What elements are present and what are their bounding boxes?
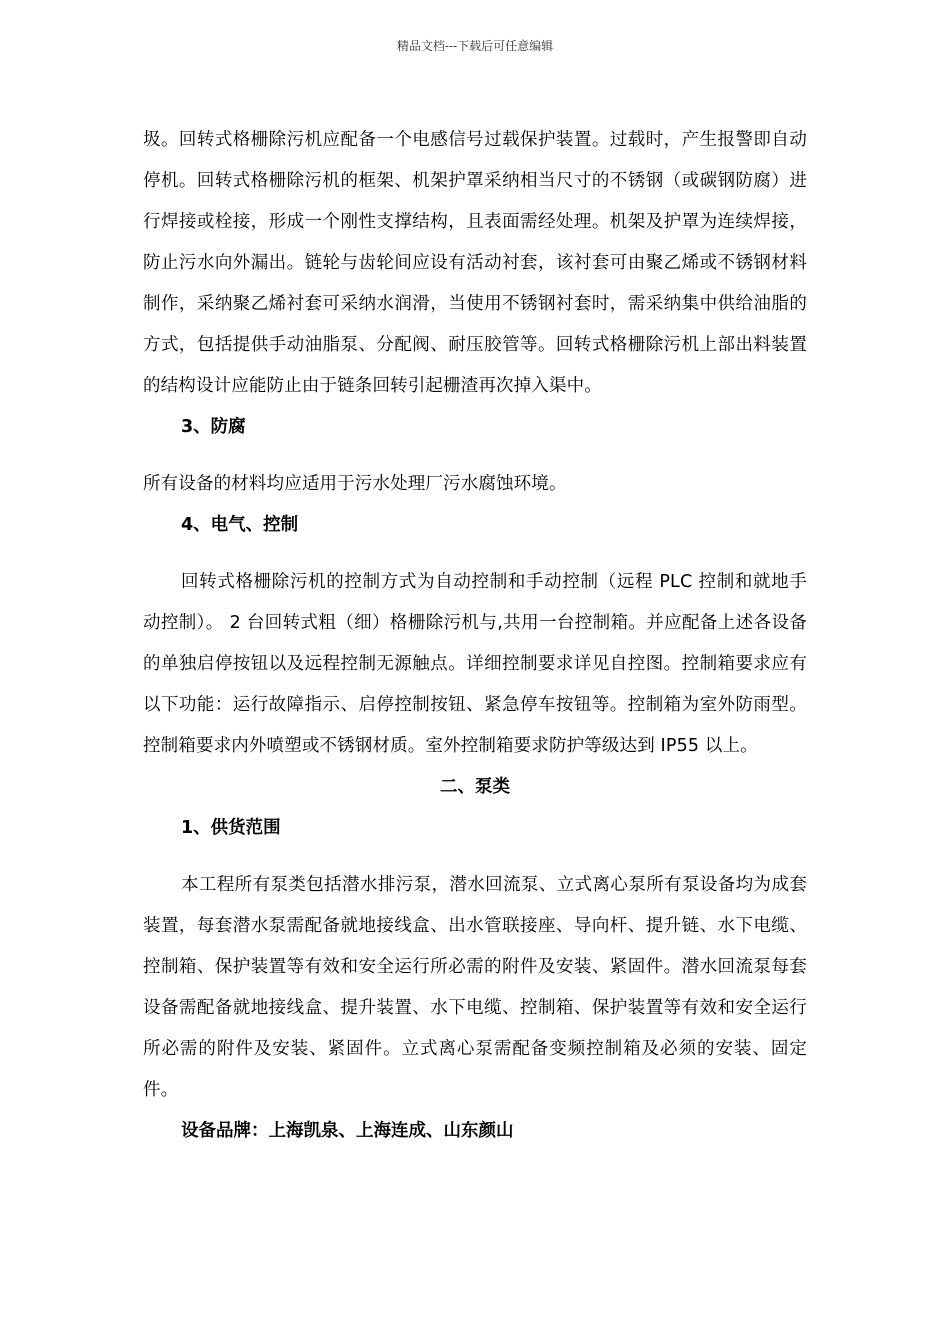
heading-electrical-control: 4、电气、控制 bbox=[181, 515, 299, 535]
section-title-pumps: 二、泵类 bbox=[440, 777, 510, 797]
heading-supply-scope: 1、供货范围 bbox=[181, 818, 281, 838]
paragraph-grille-overload: 圾。回转式格栅除污机应配备一个电感信号过载保护装置。过载时，产生报警即自动停机。回转式格栅除污机的框架、机架护罩采纳相当尺寸的不锈钢（或碳钢防腐）进行焊接或栓接，形成一个刚性支撑结构，且表面需经处理。机架及护罩为连续焊接，防止污水向外漏出。链轮与齿轮间应设有活动衬套，该衬套可由聚乙烯或不锈钢材料制作，采纳聚乙烯衬套可采纳水润滑，当使用不锈钢衬套时，需采纳集中供给油脂的方式，包括提供手动油脂泵、分配阀、耐压胶管等。回转式格栅除污机上部出料装置的结构设计应能防止由于链条回转引起栅渣再次掉入渠中。 bbox=[143, 130, 807, 396]
heading-anticorrosion: 3、防腐 bbox=[181, 417, 246, 437]
page-header: 精品文档---下载后可任意编辑 bbox=[396, 39, 554, 53]
paragraph-control-method: 回转式格栅除污机的控制方式为自动控制和手动控制（远程 PLC 控制和就地手动控制）。 2 台回转式粗（细）格栅除污机与,共用一台控制箱。并应配备上述各设备的单独启停按钮以及远程控制无源触点。详细控制要求详见自控图。控制箱要求应有以下功能：运行故障指示、启停控制按钮、紧急停车按钮等。控制箱为室外防雨型。控制箱要求内外喷塑或不锈钢材质。室外控制箱要求防护等级达到 IP55 以上。 bbox=[143, 572, 807, 756]
paragraph-pump-scope: 本工程所有泵类包括潜水排污泵，潜水回流泵、立式离心泵所有泵设备均为成套装置，每套潜水泵需配备就地接线盒、出水管联接座、导向杆、提升链、水下电缆、控制箱、保护装置等有效和安全运行所必需的附件及安装、紧固件。潜水回流泵每套设备需配备就地接线盒、提升装置、水下电缆、控制箱、保护装置等有效和安全运行所必需的附件及安装、紧固件。立式离心泵需配备变频控制箱及必须的安装、固定件。 bbox=[143, 875, 807, 1100]
equipment-brands: 设备品牌：上海凯泉、上海连成、山东颜山 bbox=[181, 1121, 514, 1141]
paragraph-materials: 所有设备的材料均应适用于污水处理厂污水腐蚀环境。 bbox=[143, 474, 567, 494]
document-body bbox=[143, 120, 807, 1152]
